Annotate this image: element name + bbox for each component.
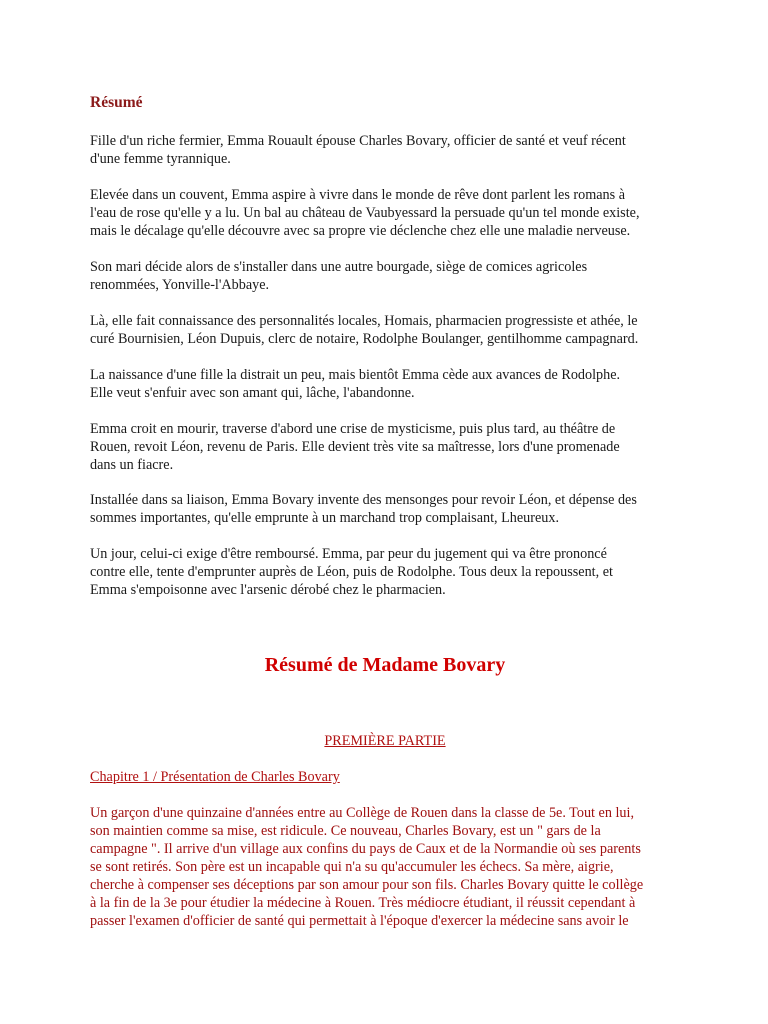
chapter-text-line: Un garçon d'une quinzaine d'années entre au Collège de Rouen dans la classe de 5e. Tout en lui, [90, 805, 634, 821]
summary-line: Emma s'empoisonne avec l'arsenic dérobé chez le pharmacien. [90, 582, 446, 598]
part-title-link[interactable]: PREMIÈRE PARTIE [324, 733, 446, 749]
summary-paragraph [90, 366, 680, 402]
chapter-text-line: se sont retirés. Son père est un incapable qui n'a su qu'accumuler les échecs. Sa mère, aigrie, [90, 859, 614, 875]
summary-line: l'eau de rose qu'elle y a lu. Un bal au château de Vaubyessard la persuade qu'un tel monde existe, [90, 205, 640, 221]
summary-line: curé Bournisien, Léon Dupuis, clerc de notaire, Rodolphe Boulanger, gentilhomme campagnard. [90, 331, 639, 347]
summary-paragraph [90, 420, 680, 474]
main-title: Résumé de Madame Bovary [264, 654, 506, 676]
summary-line: Son mari décide alors de s'installer dans une autre bourgade, siège de comices agricoles [90, 259, 588, 275]
summary-line: Emma croit en mourir, traverse d'abord une crise de mysticisme, puis plus tard, au théâtre de [90, 421, 616, 437]
summary-paragraph [90, 491, 680, 527]
summary-line: renommées, Yonville-l'Abbaye. [90, 277, 270, 293]
summary-paragraph [90, 258, 680, 294]
chapter-text [90, 804, 680, 930]
summary-line: sommes importantes, qu'elle emprunte à un marchand trop complaisant, Lheureux. [90, 510, 560, 526]
summary-line: contre elle, tente d'emprunter auprès de Léon, puis de Rodolphe. Tous deux la repoussent, et [90, 564, 613, 580]
summary-line: d'une femme tyrannique. [90, 151, 231, 167]
summary-line: Elevée dans un couvent, Emma aspire à vivre dans le monde de rêve dont parlent les romans à [90, 187, 625, 203]
summary-line: dans un fiacre. [90, 457, 174, 473]
summary-line: Elle veut s'enfuir avec son amant qui, lâche, l'abandonne. [90, 385, 415, 401]
summary-line: Un jour, celui-ci exige d'être remboursé. Emma, par peur du jugement qui va être prononcé [90, 546, 607, 562]
chapter-text-line: à la fin de la 3e pour étudier la médecine à Rouen. Très médiocre étudiant, il réussit cependant à [90, 895, 636, 911]
chapter-text-line: cherche à compenser ses déceptions par son amour pour son fils. Charles Bovary quitte le collège [90, 877, 644, 893]
summary-line: La naissance d'une fille la distrait un peu, mais bientôt Emma cède aux avances de Rodolphe. [90, 367, 621, 383]
resume-heading: Résumé [90, 94, 143, 111]
summary-paragraph [90, 186, 680, 240]
chapter-text-line: passer l'examen d'officier de santé qui permettait à l'époque d'exercer la médecine sans avoir le [90, 913, 629, 929]
chapter-text-line: campagne ". Il arrive d'un village aux confins du pays de Caux et de la Normandie où ses parents [90, 841, 641, 857]
summary-line: Fille d'un riche fermier, Emma Rouault épouse Charles Bovary, officier de santé et veuf récent [90, 133, 626, 149]
summary-paragraph [90, 312, 680, 348]
summary-paragraph [90, 545, 680, 599]
summary-line: mais le décalage qu'elle découvre avec sa propre vie déclenche chez elle une maladie nerveuse. [90, 223, 631, 239]
summary-line: Là, elle fait connaissance des personnalités locales, Homais, pharmacien progressiste et athée, le [90, 313, 638, 329]
summary-line: Installée dans sa liaison, Emma Bovary invente des mensonges pour revoir Léon, et dépense des [90, 492, 637, 508]
summary-paragraph [90, 132, 680, 168]
chapter-title-link[interactable]: Chapitre 1 / Présentation de Charles Bovary [90, 769, 340, 785]
chapter-text-line: son maintien comme sa mise, est ridicule. Ce nouveau, Charles Bovary, est un " gars de la [90, 823, 601, 839]
summary-line: Rouen, revoit Léon, revenu de Paris. Elle devient très vite sa maîtresse, lors d'une promenade [90, 439, 620, 455]
